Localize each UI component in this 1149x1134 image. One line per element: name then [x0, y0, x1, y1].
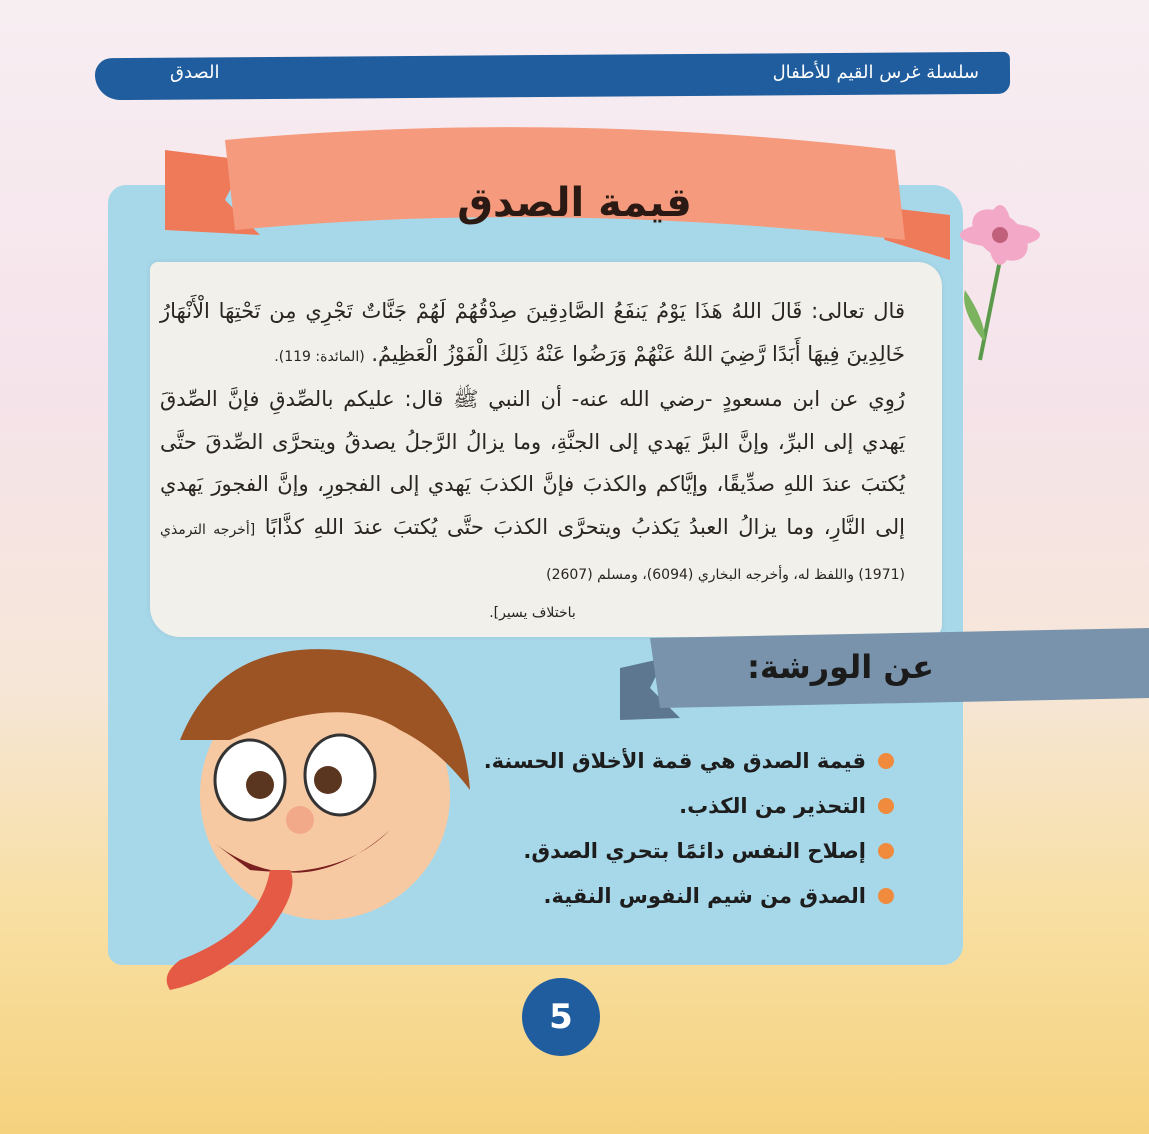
verse-reference: (المائدة: 119).: [274, 348, 365, 365]
list-item: [484, 828, 894, 873]
list-item: [484, 873, 894, 918]
boy-illustration: [140, 630, 490, 1010]
list-item-text: الصدق من شيم النفوس النقية.: [543, 883, 866, 908]
hadith-reference-end: باختلاف يسير].: [489, 605, 576, 621]
body-text: [160, 290, 905, 597]
page-title: قيمة الصدق: [457, 180, 692, 226]
bullet-icon: [878, 753, 894, 769]
bullet-icon: [878, 798, 894, 814]
list-item: [484, 783, 894, 828]
quran-verse: قال تعالى: قَالَ اللهُ هَذَا يَوْمُ يَنفَعُ الصَّادِقِينَ صِدْقُهُمْ لَهُمْ جَنَّاتٌ تَجْرِي مِن تَحْتِهَا الْأَنْهَارُ خَالِدِينَ فِيهَا أَبَدًا رَّضِيَ اللهُ عَنْهُمْ وَرَضُوا عَنْهُ ذَلِكَ الْفَوْزُ الْعَظِيمُ.: [160, 299, 905, 366]
list-item-text: التحذير من الكذب.: [679, 793, 866, 818]
hadith-text: رُوِي عن ابن مسعودٍ -رضي الله عنه- أن النبي ﷺ قال: عليكم بالصِّدقِ فإنَّ الصِّدقَ يَهدي إلى البرِّ، وإنَّ البرَّ يَهدي إلى الجنَّةِ، وما يزالُ الرَّجلُ يصدقُ ويتحرَّى الصِّدقَ حتَّى يُكتبَ عندَ اللهِ صدِّيقًا، وإيَّاكم والكذبَ فإنَّ الكذبَ يَهدي إلى الفجورِ، وإنَّ الفجورَ يَهدي إلى النَّارِ، وما يزالُ العبدُ يَكذبُ ويتحرَّى الكذبَ حتَّى يُكتبَ عندَ اللهِ كذَّابًا: [160, 387, 905, 539]
workshop-list: [484, 738, 894, 918]
hadith-reference: [أخرجه الترمذي (1971) واللفظ له، وأخرجه البخاري (6094)، ومسلم (2607): [160, 521, 905, 583]
list-item-text: قيمة الصدق هي قمة الأخلاق الحسنة.: [483, 748, 866, 773]
list-item-text: إصلاح النفس دائمًا بتحري الصدق.: [523, 838, 866, 863]
workshop-title: عن الورشة:: [747, 648, 934, 686]
topic-label: الصدق: [170, 62, 220, 83]
page-number: 5: [522, 978, 600, 1056]
series-title: سلسلة غرس القيم للأطفال: [772, 62, 979, 83]
bullet-icon: [878, 888, 894, 904]
bullet-icon: [878, 843, 894, 859]
list-item: [484, 738, 894, 783]
